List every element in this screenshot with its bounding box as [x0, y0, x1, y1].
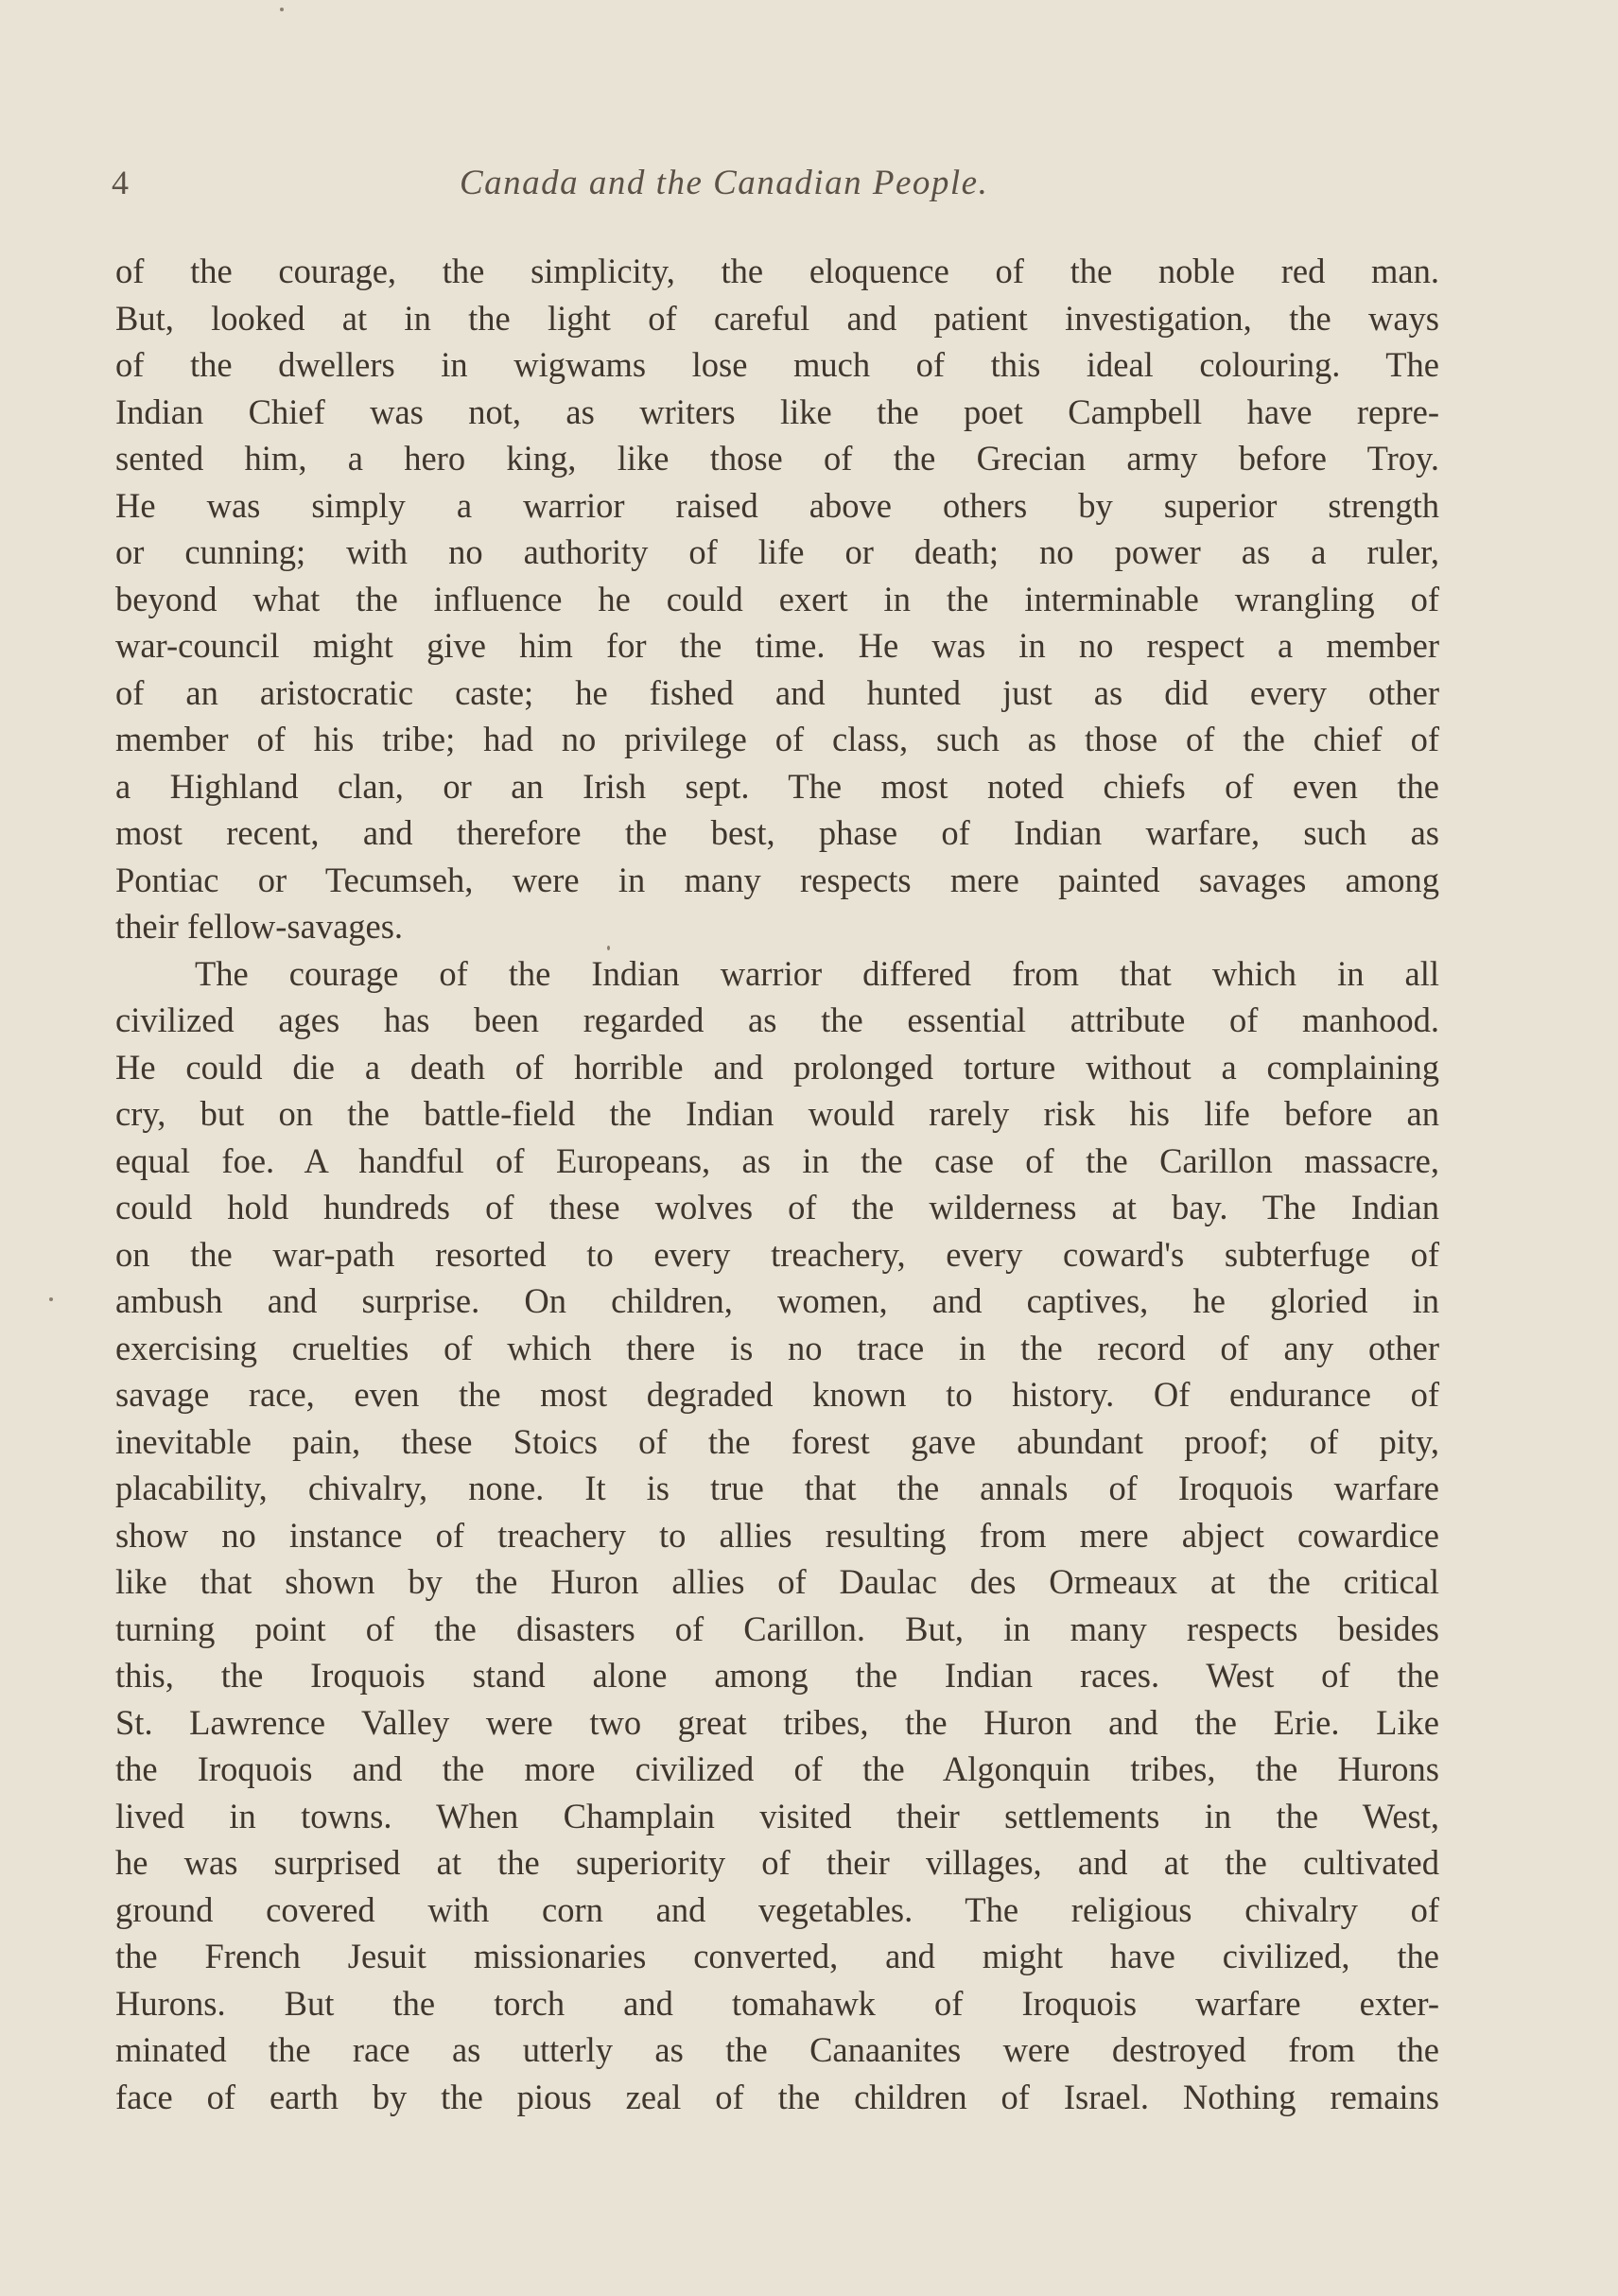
text-line: lived in towns. When Champlain visited their settlements in the West, — [115, 1796, 1439, 1835]
text-line: Indian Chief was not, as writers like the poet Campbell have repre- — [115, 391, 1439, 431]
text-line: could hold hundreds of these wolves of the wilderness at bay. The Indian — [115, 1188, 1439, 1226]
text-line: like that shown by the Huron allies of Daulac des Ormeaux at the critical — [115, 1562, 1439, 1601]
text-line: Hurons. But the torch and tomahawk of Iroquois warfare exter- — [115, 1983, 1439, 2023]
text-line: He could die a death of horrible and prolonged torture without a complaining — [115, 1047, 1439, 1087]
text-line: placability, chivalry, none. It is true that the annals of Iroquois warfare — [115, 1469, 1439, 1507]
text-line: beyond what the influence he could exert in the interminable wrangling of — [115, 579, 1439, 618]
text-line: ambush and surprise. On children, women, and captives, he gloried in — [115, 1281, 1439, 1320]
text-line: civilized ages has been regarded as the essential attribute of manhood. — [115, 1000, 1439, 1039]
text-line: of an aristocratic caste; he fished and hunted just as did every other — [115, 672, 1439, 712]
text-line: ground covered with corn and vegetables. The religious chivalry of — [115, 1889, 1439, 1929]
text-line: their fellow-savages. — [115, 907, 404, 946]
text-line: a Highland clan, or an Irish sept. The most noted chiefs of even the — [115, 766, 1439, 806]
running-title: Canada and the Canadian People. — [460, 164, 989, 202]
text-line: member of his tribe; had no privilege of class, such as those of the chief of — [115, 720, 1439, 758]
text-line: St. Lawrence Valley were two great tribes, the Huron and the Erie. Like — [115, 1702, 1439, 1742]
text-line: turning point of the disasters of Carillon. But, in many respects besides — [115, 1609, 1439, 1648]
text-line: war-council might give him for the time. He was in no respect a member — [115, 626, 1439, 665]
text-line: Pontiac or Tecumseh, were in many respects mere painted savages among — [115, 860, 1439, 899]
paragraph — [115, 950, 1439, 2121]
text-line: on the war-path resorted to every treachery, every coward's subterfuge of — [115, 1234, 1439, 1274]
text-line: But, looked at in the light of careful and patient investigation, the ways — [115, 298, 1439, 338]
page-number: 4 — [112, 164, 129, 201]
text-line: cry, but on the battle-field the Indian would rarely risk his life before an — [115, 1094, 1439, 1133]
text-line: He was simply a warrior raised above others by superior strength — [115, 485, 1439, 525]
ink-speck — [49, 1297, 53, 1301]
text-line: this, the Iroquois stand alone among the Indian races. West of the — [115, 1656, 1439, 1695]
paragraph — [115, 248, 1439, 950]
text-line: The courage of the Indian warrior differed from that which in all — [195, 953, 1439, 993]
body-text — [115, 248, 1439, 2120]
text-line: minated the race as utterly as the Canaanites were destroyed from the — [115, 2030, 1439, 2069]
text-line: or cunning; with no authority of life or death; no power as a ruler, — [115, 532, 1439, 571]
text-line: exercising cruelties of which there is no trace in the record of any other — [115, 1328, 1439, 1367]
ink-speck — [280, 8, 284, 11]
text-line: of the dwellers in wigwams lose much of this ideal colouring. The — [115, 345, 1439, 384]
text-line: of the courage, the simplicity, the eloquence of the noble red man. — [115, 252, 1439, 290]
text-line: savage race, even the most degraded known to history. Of endurance of — [115, 1375, 1439, 1414]
text-line: equal foe. A handful of Europeans, as in the case of the Carillon massacre, — [115, 1140, 1439, 1180]
text-line: inevitable pain, these Stoics of the forest gave abundant proof; of pity, — [115, 1421, 1439, 1461]
text-line: face of earth by the pious zeal of the children of Israel. Nothing remains — [115, 2077, 1439, 2116]
text-line: the Iroquois and the more civilized of the Algonquin tribes, the Hurons — [115, 1749, 1439, 1788]
text-line: show no instance of treachery to allies resulting from mere abject cowardice — [115, 1515, 1439, 1555]
text-line: he was surprised at the superiority of their villages, and at the cultivated — [115, 1843, 1439, 1882]
text-line: sented him, a hero king, like those of the Grecian army before Troy. — [115, 439, 1439, 478]
text-line: most recent, and therefore the best, phase of Indian warfare, such as — [115, 813, 1439, 852]
text-line: the French Jesuit missionaries converted, and might have civilized, the — [115, 1937, 1439, 1975]
